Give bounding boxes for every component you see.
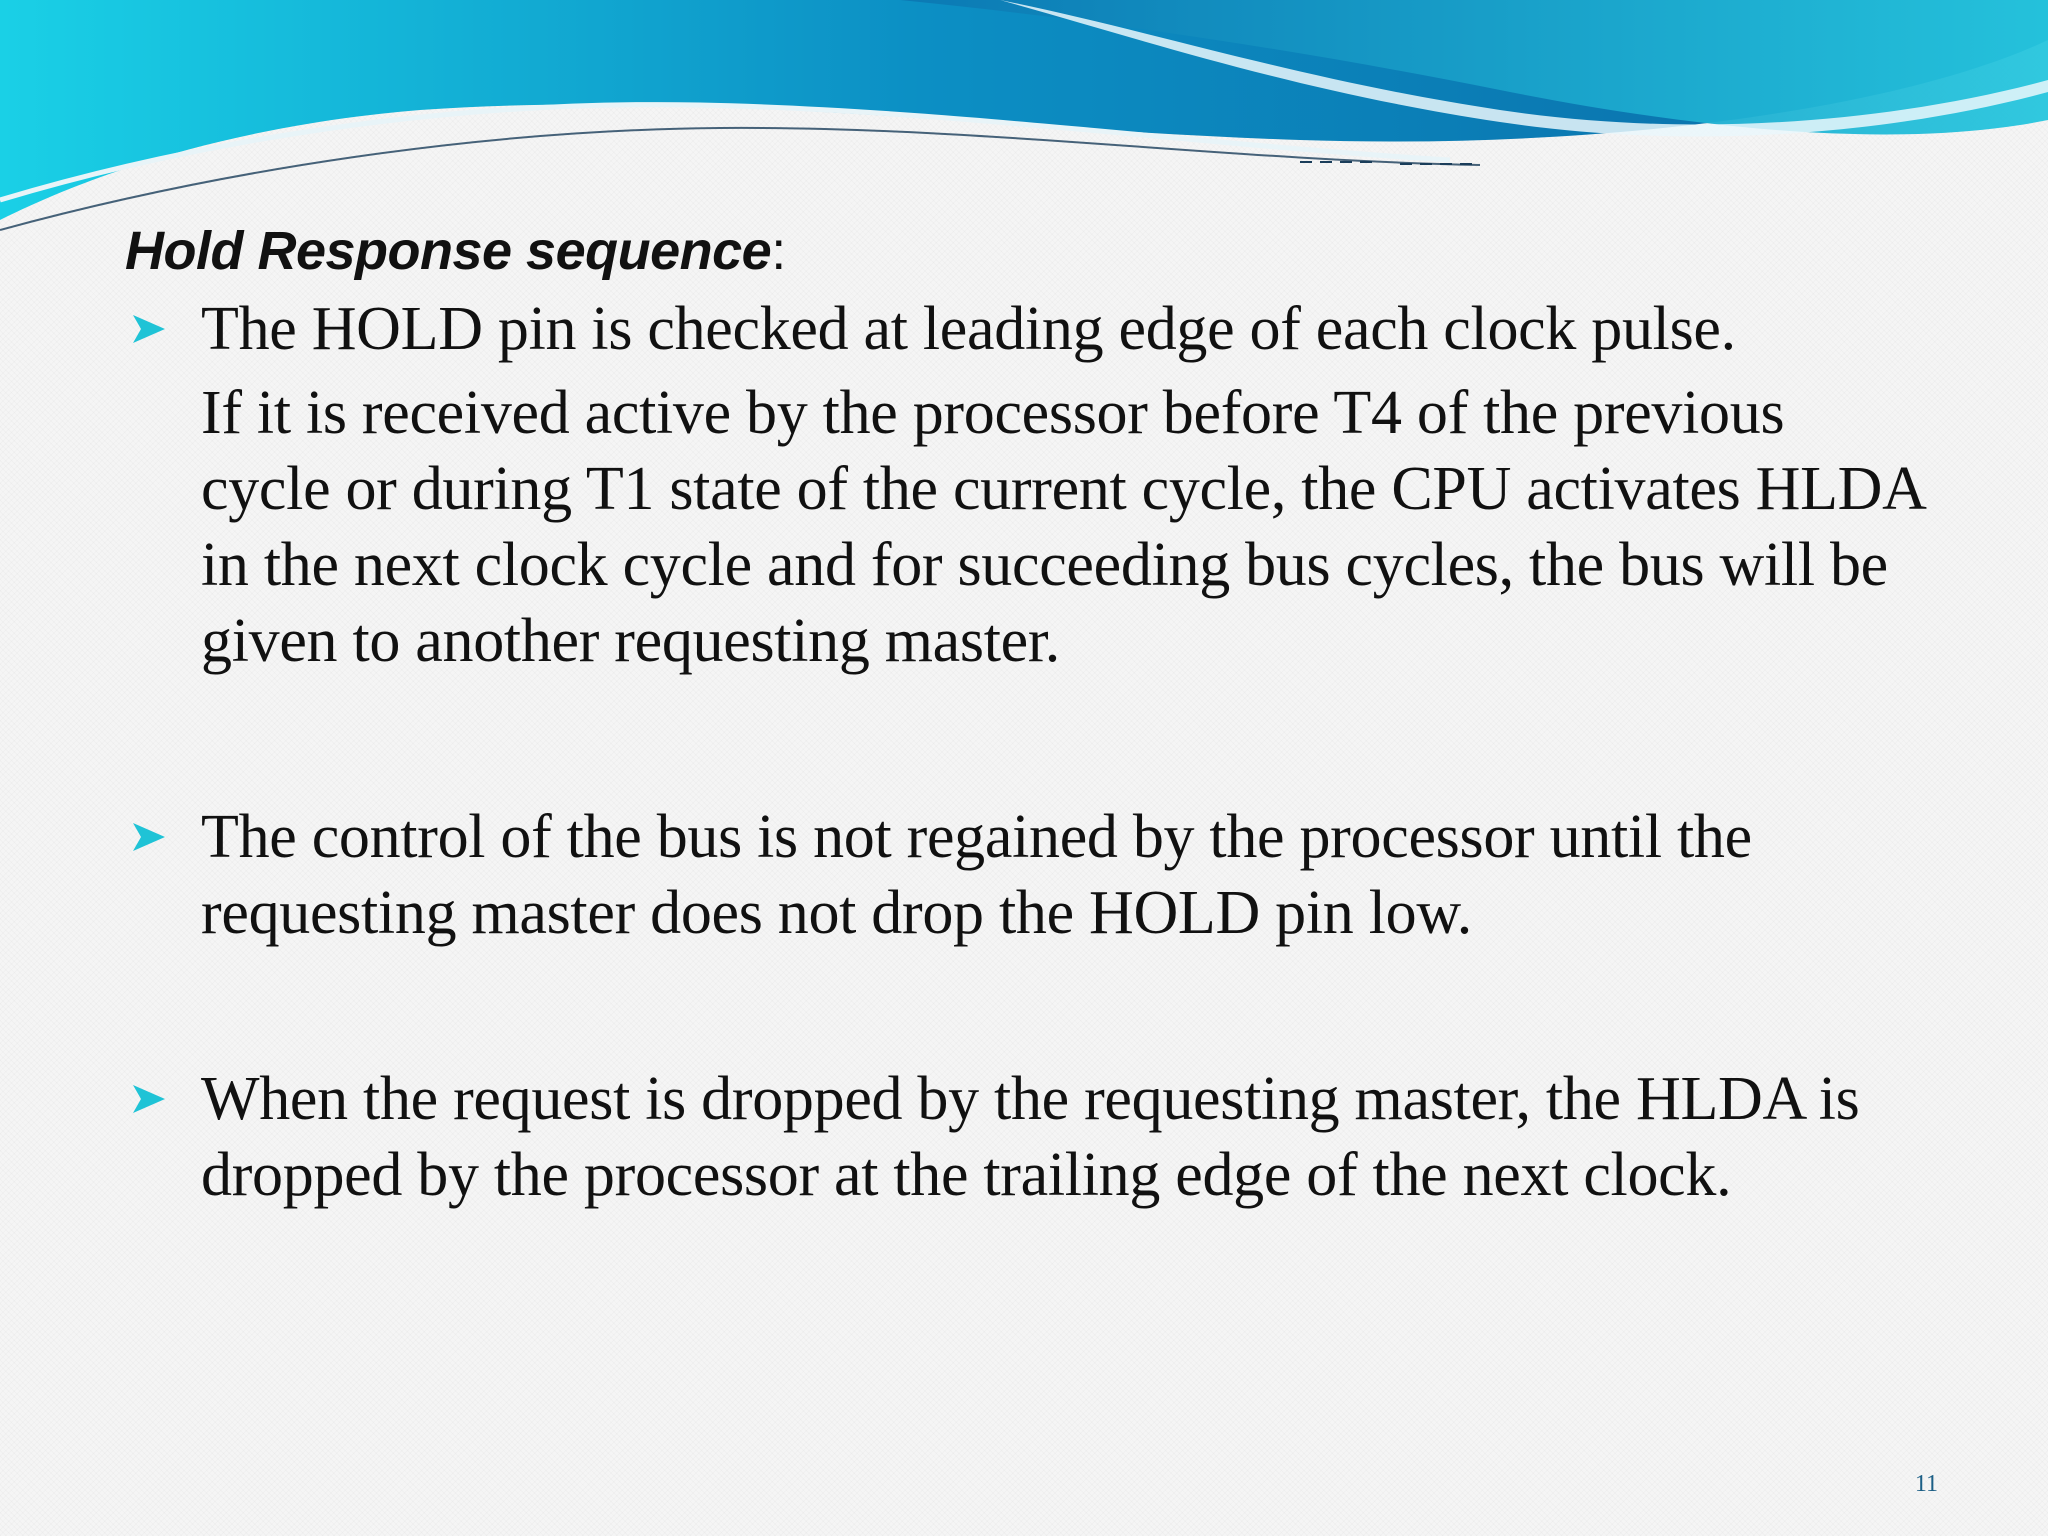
- slide-heading: [125, 215, 1925, 287]
- header-wave-decoration: [0, 0, 2048, 240]
- bullet-item-3: [125, 1061, 1925, 1213]
- bullet-paragraph-1: If it is received active by the processor before T4 of the previous cycle or during T1 state of the current cycle, the CPU activates HLDA in the next clock cycle and for succeeding bus cycles, the bus will be given to another requesting master.: [201, 379, 1924, 675]
- bullet-item-1: [125, 291, 1925, 679]
- arrowhead-bullet-icon: [131, 819, 167, 855]
- bullet-text-2: The control of the bus is not regained by the processor until the requesting master does not drop the HOLD pin low.: [201, 803, 1752, 947]
- slide-heading-colon: :: [771, 221, 786, 281]
- slide-content: [125, 215, 1925, 1213]
- bullet-text-3: When the request is dropped by the requesting master, the HLDA is dropped by the processor at the trailing edge of the next clock.: [201, 1065, 1860, 1209]
- arrowhead-bullet-icon: [131, 1081, 167, 1117]
- arrowhead-bullet-icon: [131, 311, 167, 347]
- bullet-text-1: The HOLD pin is checked at leading edge of each clock pulse.: [201, 295, 1736, 363]
- bullet-item-2: [125, 799, 1925, 951]
- slide-page-number: 11: [1914, 1471, 1938, 1497]
- slide-heading-text: Hold Response sequence: [125, 221, 772, 281]
